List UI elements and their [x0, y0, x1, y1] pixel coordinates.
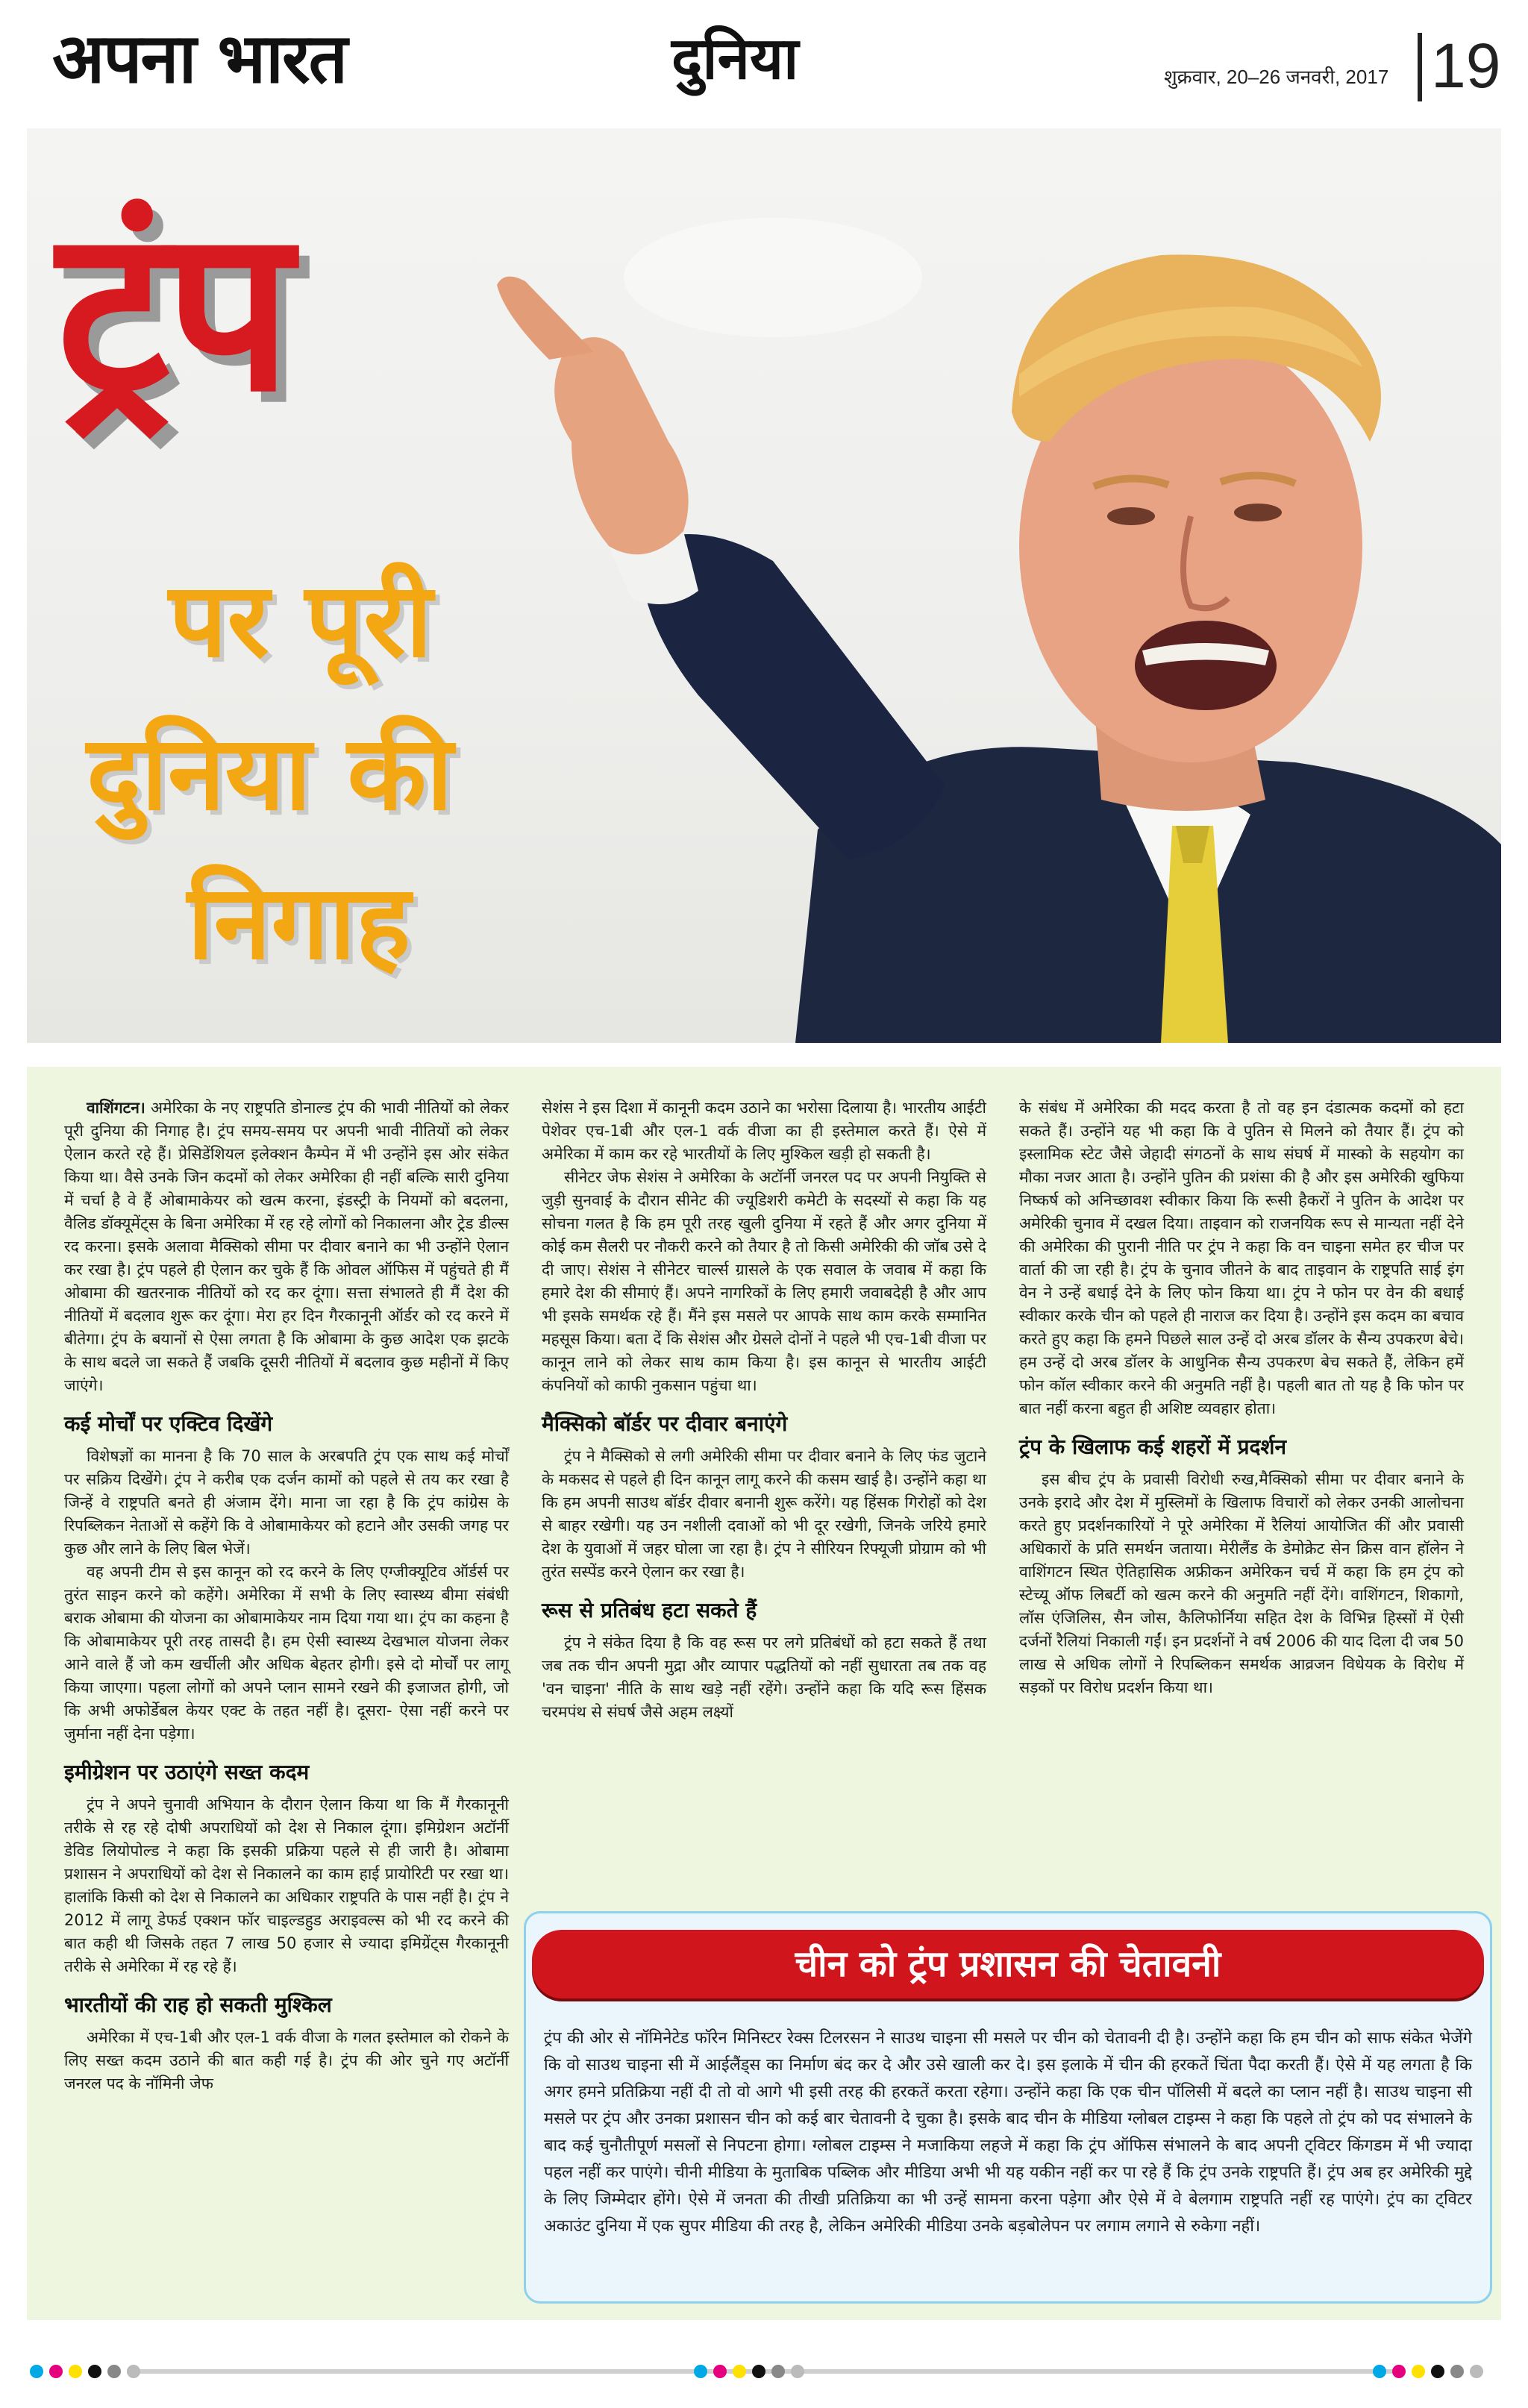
- article-column-1: [64, 1097, 509, 2095]
- article-paragraph: वह अपनी टीम से इस कानून को रद करने के लिए एग्जीक्यूटिव ऑर्डर्स पर तुरंत साइन करने को कहेंगे। अमेरिका में सभी के लिए स्वास्थ्य बीमा संबंधी बराक ओबामा की योजना का ओबामाकेयर नाम दिया गया था। ट्रंप का कहना है कि ओबामाकेयर पूरी तरह तासदी है। हम ऐसी स्वास्थ्य देखभाल योजना लेकर आने वाले हैं जो कम खर्चीली और अधिक बेहतर होगी। इसे दो मोर्चों पर लागू किया जाएगा। पहला लोगों को अपने प्लान सामने रखने की इजाजत होगी, जो कि अभी अफोर्डेबल केयर एक्ट के तहत नहीं है। दूसरा- ऐसा नहीं करने पर जुर्माना नहीं देना पड़ेगा।: [64, 1563, 509, 1743]
- article-paragraph: सेशंस ने इस दिशा में कानूनी कदम उठाने का भरोसा दिलाया है। भारतीय आईटी पेशेवर एच-1बी और एल-1 वर्क वीजा का ही इस्तेमाल करते हैं। ऐसे में अमेरिका में काम कर रहे भारतीयों के लिए मुश्किल खड़ी हो सकती है।: [542, 1099, 986, 1163]
- headline-line-3: निगाह: [187, 862, 411, 982]
- hero-banner: [27, 128, 1501, 1043]
- page-number-divider: [1418, 33, 1422, 101]
- lead-paragraph-text: अमेरिका के नए राष्ट्रपति डोनाल्ड ट्रंप की भावी नीतियों को लेकर पूरी दुनिया की निगाह है। ट्रंप समय-समय पर अपनी भावी नीतियों को लेकर ऐलान करते रहे हैं। प्रेसिडेंशियल इलेक्शन कैम्पेन में भी उन्होंने इस ओर संकेत किया था। वैसे उनके जिन कदमों को लेकर अमेरिका ही नहीं बल्कि सारी दुनिया में चर्चा है वे हैं ओबामाकेयर को खत्म करना, इंडस्ट्री के नियमों को बदलना, वैलिड डॉक्यूमेंट्स के बिना अमेरिका में रह रहे लोगों को निकालना और ट्रेड डील्स रद करना। इसके अलावा मैक्सिको सीमा पर दीवार बनाने का भी उन्होंने ऐलान कर रखा है। ट्रंप पहले ही ऐलान कर चुके हैं कि ओवल ऑफिस में पहुंचते ही मैं ओबामा की खतरनाक नीतियों को रद कर दूंगा। सत्ता संभालते ही मैं देश की नीतियों में बदलाव शुरू कर दूंगा। मेरा हर दिन गैरकानूनी ऑर्डर को रद करने में बीतेगा। ट्रंप के बयानों से ऐसा लगता है कि ओबामा के कुछ आदेश एक झटके के साथ बदले जा सकते हैं जबकि दूसरी नीतियों में बदलाव कुछ महीनों में किए जाएंगे।: [64, 1099, 509, 1394]
- article-subheading: ट्रंप के खिलाफ कई शहरों में प्रदर्शन: [1019, 1435, 1286, 1459]
- box-title-bar: [532, 1930, 1484, 1998]
- box-title: चीन को ट्रंप प्रशासन की चेतावनी: [795, 1943, 1221, 1985]
- masthead: [0, 0, 1528, 127]
- article-paragraph: सीनेटर जेफ सेशंस ने अमेरिका के अटॉर्नी जनरल पद पर अपनी नियुक्ति से जुड़ी सुनवाई के दौरान सीनेट की ज्यूडिशरी कमेटी के सदस्यों से कहा कि यह सोचना गलत है कि हम पूरी तरह खुली दुनिया में रहते हैं और अगर दुनिया में कोई कम सैलरी पर नौकरी करने को तैयार है तो किसी अमेरिकी की जॉब उसे दे दी जाए। सेशंस ने सीनेटर चार्ल्स ग्रासले के एक सवाल के जवाब में कहा कि हमारे देश की सीमाएं हैं। अपने नागरिकों के लिए हमारी जवाबदेही है और आप भी इसके समर्थक रहे हैं। मैंने इस मसले पर आपके साथ काम करके सम्मानित महसूस किया। बता दें कि सेशंस और ग्रेसले दोनों ने पहले भी एच-1बी वीजा पर कानून लाने को लेकर साथ काम किया है। इस कानून से भारतीय आईटी कंपनियों को काफी नुकसान पहुंचा था।: [542, 1168, 986, 1394]
- newspaper-brand: अपना भारत: [52, 18, 347, 98]
- page-number: 19: [1431, 31, 1501, 101]
- article-paragraph: अमेरिका में एच-1बी और एल-1 वर्क वीजा के गलत इस्तेमाल को रोकने के लिए सख्त कदम उठाने की बात कही गई है। ट्रंप की ओर चुने गए अटॉर्नी जनरल पद के नॉमिनी जेफ: [64, 2028, 509, 2092]
- headline-main: ट्रंप: [57, 181, 288, 441]
- article-subheading: इमीग्रेशन पर उठाएंगे सख्त कदम: [64, 1760, 310, 1784]
- article-paragraph: ट्रंप ने मैक्सिको से लगी अमेरिकी सीमा पर दीवार बनाने के लिए फंड जुटाने के मकसद से पहले ही दिन कानून लागू करने की कसम खाई है। उन्होंने कहा था कि हम अपनी साउथ बॉर्डर दीवार बनानी शुरू करेंगे। यह हिंसक गिरोहों को देश से बाहर रखेगी। यह उन नशीली दवाओं को भी दूर रखेगी, जिनके जरिये हमारे देश के युवाओं में जहर घोला जा रहा है। ट्रंप ने सीरियन रिफ्यूजी प्रोग्राम को भी तुरंत सस्पेंड करने ऐलान कर रखा है।: [542, 1447, 986, 1581]
- registration-marks-right: [1373, 2365, 1489, 2378]
- article-subheading: कई मोर्चों पर एक्टिव दिखेंगे: [64, 1411, 273, 1436]
- article-subheading: भारतीयों की राह हो सकती मुश्किल: [64, 1992, 332, 2017]
- dateline: वाशिंगटन।: [87, 1099, 145, 1117]
- article-column-3: [1019, 1097, 1464, 1699]
- china-warning-box: [524, 1911, 1492, 2304]
- issue-date: शुक्रवार, 20–26 जनवरी, 2017: [1164, 66, 1389, 88]
- section-title: दुनिया: [671, 25, 799, 93]
- article-subheading: मैक्सिको बॉर्डर पर दीवार बनाएंगे: [542, 1411, 788, 1436]
- article-paragraph: ट्रंप ने संकेत दिया है कि वह रूस पर लगे प्रतिबंधों को हटा सकते हैं तथा जब तक चीन अपनी मुद्रा और व्यापार पद्धतियों को नहीं सुधारता तब तक वह 'वन चाइना' नीति के साथ खड़े नहीं रहेंगे। उन्होंने कहा कि यदि रूस हिंसक चरमपंथ से संघर्ष जैसे अहम लक्ष्यों: [542, 1634, 986, 1721]
- headline-line-2: दुनिया की: [87, 713, 454, 833]
- box-body-text: ट्रंप की ओर से नॉमिनेटेड फॉरेन मिनिस्टर रेक्स टिलरसन ने साउथ चाइना सी मसले पर चीन को चेतावनी दी है। उन्होंने कहा कि हम चीन को साफ संकेत भेजेंगे कि वो साउथ चाइना सी में आईलैंड्स का निर्माण बंद कर दे और उसे खाली कर दे। इस इलाके में चीन की हरकतें चिंता पैदा करती हैं। ऐसे में यह लगता है कि अगर हमने प्रतिक्रिया नहीं दी तो वो आगे भी इसी तरह की हरकतें करता रहेगा। उन्होंने कहा कि एक चीन पॉलिसी में बदले का प्लान नहीं है। साउथ चाइना सी मसले पर ट्रंप और उनका प्रशासन चीन को कई बार चेतावनी दे चुका है। इसके बाद चीन के मीडिया ग्लोबल टाइम्स ने कहा कि पहले तो ट्रंप को पद संभालने के बाद कई चुनौतीपूर्ण मसलों से निपटना होगा। ग्लोबल टाइम्स ने मजाकिया लहजे में कहा कि ट्रंप ऑफिस संभालने के बाद अपनी ट्विटर किंगडम में भी ज्यादा पहल नहीं कर पाएंगे। चीनी मीडिया के मुताबिक पब्लिक और मीडिया अभी भी यह यकीन नहीं कर पा रहे हैं कि ट्रंप उनके राष्ट्रपति हैं। ट्रंप अब हर अमेरिकी मुद्दे के लिए जिम्मेदार होंगे। ऐसे में जनता की तीखी प्रतिक्रिया का भी उन्हें सामना करना पड़ेगा और ऐसे में वे बेलगाम राष्ट्रपति नहीं रह पाएंगे। ट्रंप का ट्विटर अकाउंट दुनिया में एक सुपर मीडिया की तरह है, लेकिन अमेरिकी मीडिया उनके बड़बोलेपन पर लगाम लगाने से रुकेगा नहीं।: [544, 2029, 1472, 2236]
- article-column-2: [542, 1097, 986, 1724]
- print-registration-strip: [0, 2350, 1528, 2395]
- article-paragraph: इस बीच ट्रंप के प्रवासी विरोधी रुख,मैक्सिको सीमा पर दीवार बनाने के उनके इरादे और देश में मुस्लिमों के खिलाफ विचारों को लेकर उनकी आलोचना करते हुए प्रदर्शनकारियों ने पूरे अमेरिका में रैलियां आयोजित कीं और प्रवासी अधिकारों के प्रति समर्थन जताया। मेरीलैंड के डेमोक्रेट सेन क्रिस वान हॉलेन ने वाशिंगटन स्थित ऐतिहासिक अफ्रीकन अमेरिकन चर्च में कहा कि हम ट्रंप को स्टेच्यू ऑफ लिबर्टी को खत्म करने की अनुमति नहीं देंगे। वाशिंगटन, शिकागो, लॉस एंजिलिस, सैन जोस, कैलिफोर्निया सहित देश के विभिन्न हिस्सों में ऐसी दर्जनों रैलियां निकाली गईं। इन प्रदर्शनों ने वर्ष 2006 की याद दिला दी जब 50 लाख से अधिक लोगों ने रिपब्लिकन समर्थक आव्रजन विधेयक के विरोध में सड़कों पर विरोध प्रदर्शन किया था।: [1019, 1470, 1464, 1696]
- headline-line-1: पर पूरी: [169, 560, 433, 680]
- article-subheading: रूस से प्रतिबंध हटा सकते हैं: [542, 1598, 757, 1622]
- article-paragraph: ट्रंप ने अपने चुनावी अभियान के दौरान ऐलान किया था कि मैं गैरकानूनी तरीके से रह रहे दोषी अपराधियों को देश से निकाल दूंगा। इमिग्रेशन अटॉर्नी डेविड लियोपोल्ड ने कहा कि इसकी प्रक्रिया पहले से ही जारी है। ओबामा प्रशासन ने अपराधियों को देश से निकालने का काम हाई प्रायोरिटी पर रखा था। हालांकि किसी को देश से निकालने का अधिकार राष्ट्रपति के पास नहीं है। ट्रंप ने 2012 में लागू डेफर्ड एक्शन फॉर चाइल्डहुड अराइवल्स को भी रद करने की बात कही थी जिसके तहत 7 लाख 50 हजार से ज्यादा इमिग्रेंट्स गैरकानूनी तरीके से अमेरिका में रह रहे हैं।: [64, 1796, 509, 1975]
- registration-marks-center: [694, 2365, 810, 2378]
- article-paragraph: विशेषज्ञों का मानना है कि 70 साल के अरबपति ट्रंप एक साथ कई मोर्चों पर सक्रिय दिखेंगे। ट्रंप ने करीब एक दर्जन कामों को पहले से तय कर रखा है जिन्हें वे राष्ट्रपति बनते ही अंजाम देंगे। माना जा रहा है कि ट्रंप कांग्रेस के रिपब्लिकन नेताओं से कहेंगे कि वे ओबामाकेयर को हटाने और उसकी जगह पर कुछ और लाने के लिए बिल भेजें।: [64, 1447, 509, 1558]
- article-paragraph: के संबंध में अमेरिका की मदद करता है तो वह इन दंडात्मक कदमों को हटा सकते हैं। उन्होंने यह भी कहा कि वे पुतिन से मिलने को तैयार हैं। ट्रंप को इस्लामिक स्टेट जैसे जेहादी संगठनों के साथ संघर्ष में मास्को के सहयोग का मौका नजर आता है। उन्होंने पुतिन की प्रशंसा की है और इस अमेरिकी खुफिया निष्कर्ष को अनिच्छावश स्वीकार किया कि रूसी हैकरों ने पुतिन के आदेश पर अमेरिकी चुनाव में दखल दिया। ताइवान को राजनयिक रूप से मान्यता नहीं देने की अमेरिका की पुरानी नीति पर ट्रंप ने कहा कि वन चाइना समेत हर चीज पर वार्ता की जा रही है। ट्रंप के चुनाव जीतने के बाद ताइवान के राष्ट्रपति साई इंग वेन ने उन्हें बधाई देने के लिए फोन किया था। ट्रंप ने फोन पर वेन की बधाई स्वीकार करके चीन को पहले ही नाराज कर दिया है। उन्होंने इस कदम का बचाव करते हुए कहा कि हमने पिछले साल उन्हें दो अरब डॉलर के सैन्य उपकरण बेचे। हम उन्हें दो अरब डॉलर के आधुनिक सैन्य उपकरण बेच सकते हैं, लेकिन हमें फोन कॉल स्वीकार करने की अनुमति नहीं है। पहली बात तो यह है कि फोन पर बात नहीं करना बहुत ही अशिष्ट व्यवहार होता।: [1019, 1099, 1464, 1417]
- article-paragraph: [64, 1097, 509, 1397]
- registration-marks-left: [30, 2365, 146, 2378]
